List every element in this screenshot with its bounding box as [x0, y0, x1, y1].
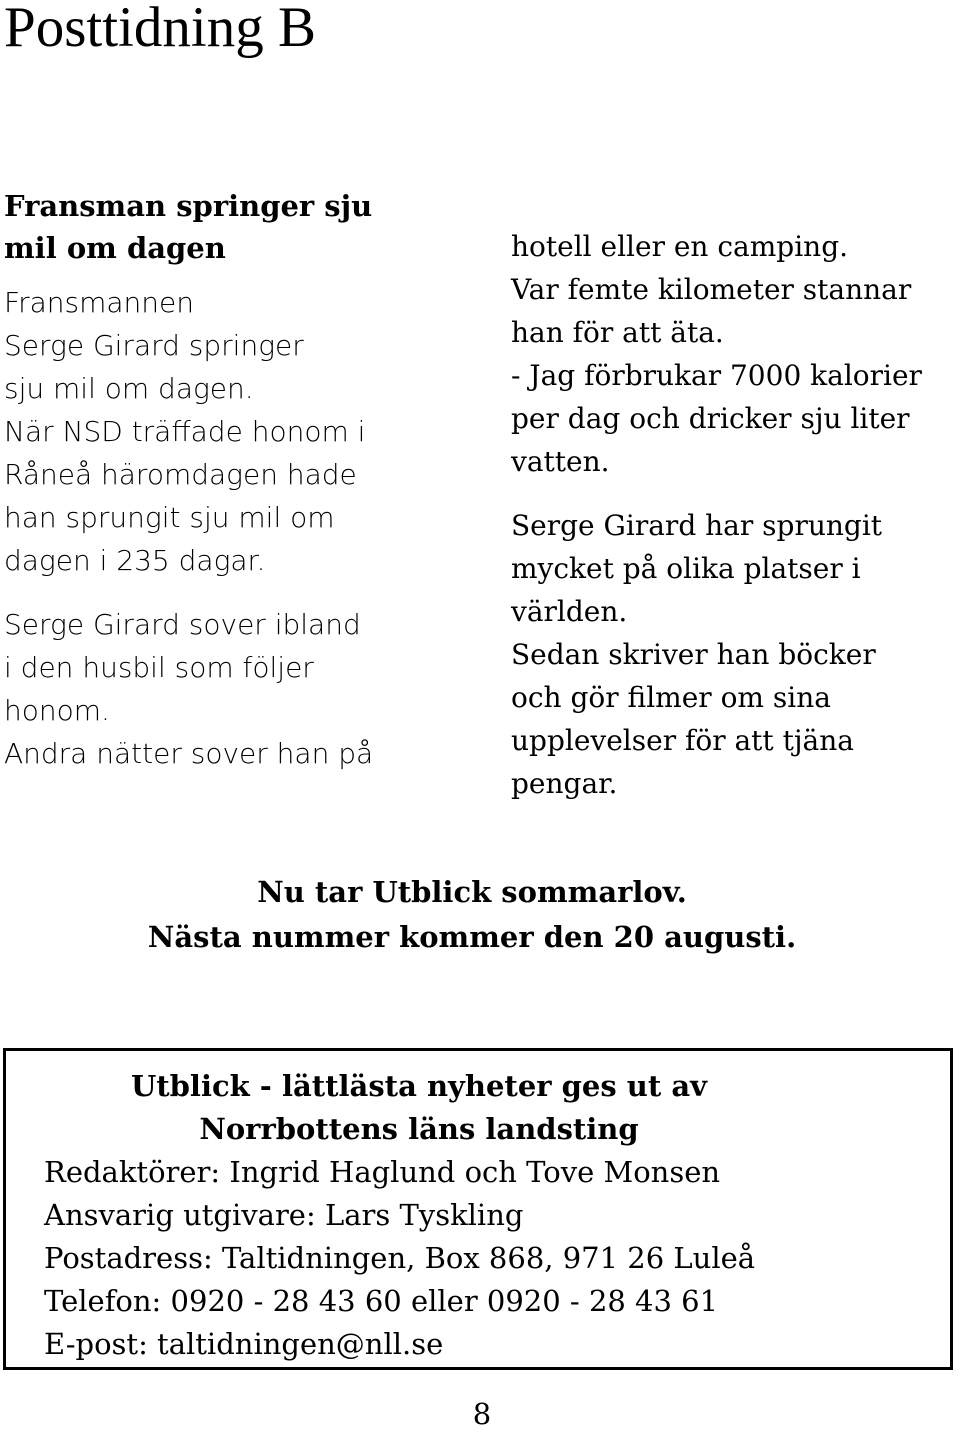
text-line: dagen i 235 dagar. [4, 544, 266, 577]
text-line: Serge Girard sover ibland [4, 608, 361, 641]
colophon-phone: Telefon: 0920 - 28 43 60 eller 0920 - 28 43 61 [44, 1284, 719, 1318]
colophon-box [3, 1048, 953, 1370]
text-line: vatten. [511, 445, 610, 478]
text-line: Serge Girard springer [4, 329, 304, 362]
article-headline-line: mil om dagen [4, 231, 226, 265]
colophon-heading [6, 1065, 832, 1151]
text-line: Andra nätter sover han på [4, 737, 374, 770]
masthead: Posttidning B [4, 0, 316, 59]
text-line: pengar. [511, 767, 618, 800]
text-line: Sedan skriver han böcker [511, 638, 876, 671]
text-line: Råneå häromdagen hade [4, 458, 357, 491]
article-right-column [511, 225, 960, 805]
text-line: i den husbil som följer [4, 651, 314, 684]
article-headline [4, 185, 454, 269]
colophon-heading-line: Norrbottens läns landsting [199, 1112, 639, 1146]
summer-break-announcement [0, 870, 944, 960]
colophon-email: E-post: taltidningen@nll.se [44, 1327, 444, 1361]
text-line: Var femte kilometer stannar [511, 273, 912, 306]
text-line: han sprungit sju mil om [4, 501, 335, 534]
text-line: Fransmannen [4, 286, 194, 319]
article-headline-line: Fransman springer sju [4, 189, 373, 223]
colophon-postal-address: Postadress: Taltidningen, Box 868, 971 26 Luleå [44, 1241, 756, 1275]
text-line: upplevelser för att tjäna [511, 724, 854, 757]
text-line: per dag och dricker sju liter [511, 402, 910, 435]
text-line: När NSD träffade honom i [4, 415, 366, 448]
article-left-column [4, 185, 454, 775]
text-line: världen. [511, 595, 628, 628]
colophon-heading-line: Utblick - lättlästa nyheter ges ut av [130, 1069, 708, 1103]
text-line: mycket på olika platser i [511, 552, 861, 585]
article-paragraph [4, 281, 454, 582]
announcement-line: Nu tar Utblick sommarlov. [257, 875, 687, 909]
colophon-editors: Redaktörer: Ingrid Haglund och Tove Monsen [44, 1155, 721, 1189]
colophon-details [44, 1151, 755, 1366]
text-line: han för att äta. [511, 316, 724, 349]
text-line: honom. [4, 694, 110, 727]
text-line: hotell eller en camping. [511, 230, 849, 263]
text-line: - Jag förbrukar 7000 kalorier [511, 359, 922, 392]
colophon-publisher: Ansvarig utgivare: Lars Tyskling [44, 1198, 524, 1232]
text-line: sju mil om dagen. [4, 372, 254, 405]
announcement-line: Nästa nummer kommer den 20 augusti. [147, 920, 797, 954]
article-paragraph [4, 603, 454, 775]
text-line: och gör filmer om sina [511, 681, 831, 714]
article-paragraph [511, 225, 960, 483]
text-line: Serge Girard har sprungit [511, 509, 883, 542]
page-number: 8 [472, 1397, 492, 1431]
article-paragraph [511, 504, 960, 805]
